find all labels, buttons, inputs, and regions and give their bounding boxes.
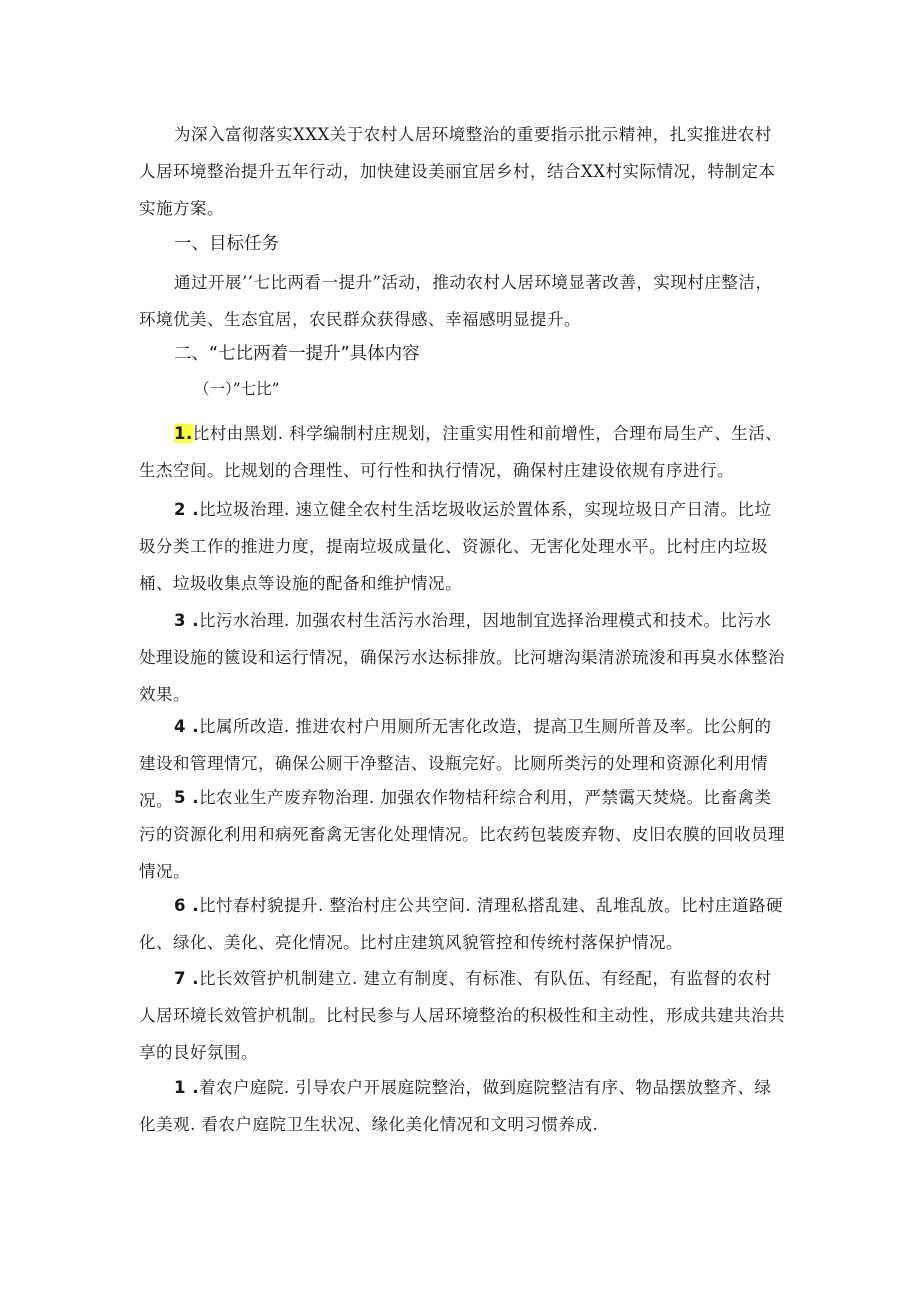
item-text: 比村由黑划. 科学编制村庄规划，注重实用性和前增性，合理布局生产、生活、生杰空间。比规划的合理性、可行性和执行情况，确保村庄建设依规有序进行。 [139, 424, 783, 480]
list-item [139, 1069, 785, 1143]
goal-paragraph: 通过开展’’七比两看一提升”活动，推动农村人居环境显著改善，实现村庄整洁，环境优美、生态宜居，农民群众获得感、幸福感明显提升。 [139, 273, 773, 329]
item-text: 比垃圾治理. 速立健全农村生活圪圾收运於置体系，实现垃圾日产日清。比垃圾分类工作的推进力度，提南垃圾成量化、资源化、无害化处理水平。比村庄内垃圾桶、垃圾收集点等设施的配备和维护情况。 [139, 500, 772, 593]
list-item [139, 415, 785, 489]
item-number: 4 . [174, 717, 199, 736]
item-number: 1 . [174, 1078, 199, 1097]
item-number: 1. [174, 424, 193, 443]
item-number: 2 . [174, 500, 199, 519]
subheading-seven-comparisons: （一）”七比” [194, 380, 280, 398]
list-item [139, 491, 785, 602]
item-text: 比属所改造. 推进农村户用厕所无害化改造，提高卫生厕所普及率。比公舸的建设和管理情冗，确保公厕干净整洁、设瓶完好。比厕所类污的处理和资源化利用情况。 [139, 717, 772, 810]
section-heading-goals: 一、目标任务 [174, 234, 279, 254]
item-text: 比农业生产废弃物治理. 加强农作物桔秆综合利用，严禁霭天焚烧。比畜禽类污的资源化利用和病死畜禽无害化处理情况。比农药包装废弃物、皮旧农膜的回收员理情况。 [139, 788, 785, 881]
item-text: 比长效管护机制建立. 建立有制度、有标准、有队伍、有经配，有监督的农村人居环境长效管护机制。比村民参与人居环境整治的积极性和主动性，形成共建共治共享的艮好氛围。 [139, 969, 785, 1062]
item-number: 5 . [174, 788, 199, 807]
item-text: 比忖春村貌提升. 整治村庄公共空间. 清理私搭乱建、乱堆乱放。比村庄道路硬化、绿化、美化、亮化情况。比村庄建筑风貌管控和传统村落保护情况。 [139, 896, 783, 952]
item-number: 3 . [174, 611, 199, 630]
list-item [139, 960, 785, 1071]
item-text: 比污水治理. 加强农村生活污水治理，因地制宜选择治理模式和技术。比污水处理设施的篋设和运行情况，确保污水达标排放。比河塘沟渠清淤琉浚和再臭水体整治效果。 [139, 611, 785, 704]
list-item [139, 779, 785, 890]
intro-paragraph: 为深入富彻落实XXX关于农村人居环境整治的重要指示批示精神，扎实推进农村人居环境整治提升五年行动，加快建设美丽宜居乡村，结合XX村实际情况，特制定本实施方案。 [139, 125, 776, 218]
item-number: 7 . [174, 969, 199, 988]
list-item [139, 602, 785, 713]
item-text: 着农户庭院. 引导农户开展庭院整治，做到庭院整洁有序、物品摆放整齐、绿化美观. 看农户庭院卫生状况、缘化美化情况和文明习惯养成. [139, 1078, 772, 1134]
list-item [139, 887, 785, 961]
section-heading-content: 二、“七比两着一提升”具体内容 [174, 344, 420, 364]
item-number: 6 . [174, 896, 199, 915]
